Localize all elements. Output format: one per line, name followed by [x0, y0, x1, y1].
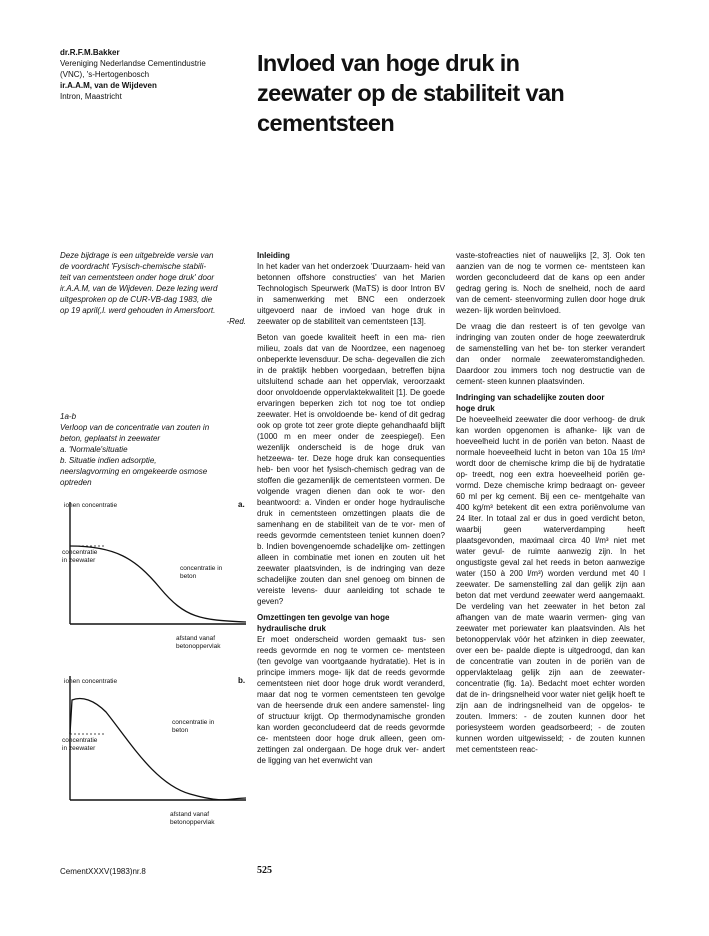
text-line: dringsnelheid voor water niet gelijk hoeft te — [492, 690, 645, 699]
text-line: de kans op een ander gedrag gering is. Noch — [456, 273, 645, 293]
text-line: voorgedaan, betreffen bijna uitsluitend — [257, 366, 445, 386]
text-line: ging van zeewater met poriewater kan — [456, 613, 645, 633]
text-line: rien milieu, zoals dat van de Noordzee, een — [257, 333, 445, 353]
title-line: Invloed van hoge druk in — [257, 50, 520, 76]
text-line: schade aan het oppervlak, veroorzaakt door — [257, 377, 445, 397]
text-line: zeewaterdruk de samenstelling van het be- — [456, 333, 645, 353]
text-line: andert de ligging van het evenwicht van — [257, 745, 445, 765]
text-line: de stoffen die gezamenlijk de cementsteen — [257, 465, 445, 485]
text-line: lijk worden beïnvloed. — [484, 306, 561, 315]
author-affiliation: (VNC), 's-Hertogenbosch — [60, 70, 150, 79]
text-line: van het Marien Technologisch Speurwerk — [257, 273, 445, 293]
text-line: mentsteen door hoge druk alleen, geen om- — [273, 734, 445, 743]
editor-mark: -Red. — [226, 317, 246, 326]
text-line: door hoge druk wordt veranderd, maar dat — [257, 679, 445, 699]
text-line: maximaal circa 40 l/m³ niet met water gevul- — [456, 536, 645, 556]
text-line: vormd. Deze chemische krimp bedraagt on- — [456, 481, 618, 490]
text-line: lijk dat de reeds gevormde cementsteen niet — [257, 668, 445, 688]
text-line: nagenoeg onbeperkte levensduur. De scha- — [257, 344, 445, 364]
text-line: van beton. Naast de normale hoeveelheid — [456, 437, 645, 457]
text-line: ling of structuur krijgt. — [257, 701, 445, 721]
text-line: vaste-stofreacties niet of nauwelijks [2, 3]. — [456, 251, 612, 260]
text-line: a. Vinden er onder hoge hydraulische druk — [257, 498, 445, 518]
text-line: de snelheid, noch de aard van de cement- — [456, 284, 645, 304]
text-line: concentratie (fig. 1a). — [456, 679, 535, 688]
body-column-2 — [456, 250, 645, 760]
text-line: goede ervaringen beperken zich tot nog toe — [257, 388, 445, 408]
text-line: heid van betonnen offshore constructies' — [257, 262, 445, 282]
caption-line: neerslagvorming en omgekeerde osmose — [60, 467, 208, 476]
text-line: De volgende vragen dienen dan ook te wor- — [257, 476, 445, 496]
figure-caption — [60, 411, 246, 488]
text-line: Ook ten aanzien van de nog te vormen ce- — [456, 251, 645, 271]
text-line: concentratie van zouten in de poriën van de — [469, 657, 645, 666]
page-number: 525 — [257, 865, 272, 876]
text-line: mentgehalte van 400 kg/m³ betekent dit een — [456, 492, 645, 512]
intro-line: uitgesproken op de CUR-VB-dag 1983, die — [60, 295, 213, 304]
text-line: snel genoeg om binnen de vereiste levens- — [257, 575, 446, 595]
paragraph — [456, 321, 645, 387]
y-axis-label: ionen concentratie — [64, 678, 118, 685]
text-line: - de zouten kunnen worden uitgewisseld; — [456, 723, 646, 743]
author-name: dr.R.F.M.Bakker — [60, 48, 120, 57]
text-line: ton sterker verandert dan onder normale — [456, 344, 645, 364]
concrete-label: concentratie in — [172, 719, 215, 726]
text-line: plaatsvinden. Als het betonoppervlak vóór — [456, 624, 645, 644]
text-line: De verdeling van het zeewater in het beton — [456, 602, 630, 611]
concrete-label: beton — [180, 573, 197, 580]
text-line: zal afhangen van de mate waarin vermen- — [456, 602, 645, 622]
paragraph — [456, 414, 645, 755]
concrete-label: concentratie in — [180, 565, 223, 572]
caption-line: b. Situatie indien adsorptie, — [60, 456, 157, 465]
article-title — [257, 48, 677, 138]
paragraph — [456, 250, 645, 316]
text-line: (150 à 200 l/m³) worden verdund met 40 l — [480, 569, 645, 578]
caption-line: optreden — [60, 478, 92, 487]
text-line: worden geadsorbeerd; — [509, 723, 593, 732]
sea-label: in zeewater — [62, 745, 96, 752]
section-heading: hydraulische druk — [257, 624, 326, 633]
section-heading: Inleiding — [257, 251, 290, 260]
intro-line: teit van cementsteen onder hoge druk' door — [60, 273, 215, 282]
section-heading: hoge druk — [456, 404, 495, 413]
text-line: te zouten. Immers: — [456, 701, 645, 721]
text-line: lucht in beton van 10a 15 l/m³ wordt door de — [456, 448, 645, 468]
caption-line: a. 'Normale'situatie — [60, 445, 128, 454]
text-line: steen kunnen plaatsvinden. — [487, 377, 585, 386]
text-line: tot ondiep zeewater. Het is onvoldoende be- — [257, 399, 445, 419]
text-line: In het kader van het onderzoek 'Duurzaam- — [257, 262, 413, 271]
concentration-curve — [70, 546, 246, 622]
text-line: zettingen alleen in combinatie met ionen en — [257, 542, 445, 562]
text-line: Er moet onderscheid worden gemaakt tus- — [257, 635, 427, 644]
text-line: paalde diepte is uitgedroogd, dan kan de — [456, 646, 646, 666]
figure-1b — [60, 672, 250, 832]
x-axis-label: afstand vanaf — [170, 811, 210, 818]
paragraph — [257, 261, 445, 327]
text-line: zettingen zal ondergaan. De hoge druk ver- — [257, 745, 419, 754]
paragraph — [257, 634, 445, 766]
text-line: ben voor het fysisch-chemisch gedrag van — [276, 465, 433, 474]
text-line: men of reeds gevormde cementsteen teniet — [257, 520, 445, 540]
intro-line: ir.A.A.M, van de Wijdeven. Deze lezing werd — [60, 284, 218, 293]
text-line: zeewateromstandigheden. Daardoor zou — [456, 355, 645, 375]
x-axis-label: afstand vanaf — [176, 635, 216, 642]
text-line: nog te vormen cementsteen ten gevolge van — [257, 690, 445, 710]
text-line: werd aangemaakt. — [578, 591, 645, 600]
text-line: zijn aan beton dat met verdund zeewater — [456, 580, 645, 600]
x-axis-label: betonoppervlak — [170, 819, 215, 826]
panel-label: a. — [238, 500, 245, 509]
section-heading: Omzettingen ten gevolge van hoge — [257, 613, 390, 622]
text-line: Op thermodynamische gronden kan worden — [257, 712, 445, 732]
caption-line: Verloop van de concentratie van zouten in — [60, 423, 210, 432]
text-line: De vraag die dan resteert is of ten gevolge — [456, 322, 628, 331]
x-axis-label: betonoppervlak — [176, 643, 221, 650]
paragraph — [257, 332, 445, 607]
text-line: chemische krimp die bij de hydratatie op- — [456, 459, 645, 479]
intro-line: de voordracht 'Fysisch-chemische stabili- — [60, 262, 207, 271]
concrete-label: beton — [172, 727, 189, 734]
text-line: lijk van de hoeveelheid lucht in de poriën — [456, 426, 645, 446]
body-column-1 — [257, 250, 445, 771]
sea-label: in zeewater — [62, 557, 96, 564]
text-line: immers toch nog destructie van de cement- — [456, 366, 645, 386]
author-block — [60, 47, 240, 102]
text-line: onderscheid is de hoge druk van hetzeewa- — [257, 443, 445, 463]
text-line: mentsteen (ten gevolge van voortgaande — [257, 646, 445, 666]
text-line: Beton van goede kwaliteit heeft in een ma- — [257, 333, 427, 342]
text-line: vormen. — [402, 476, 432, 485]
text-line: indringing van deze schadelijke zouten dan — [257, 564, 445, 584]
text-line: geveer 60 ml per kg cement. Bij een ce- — [456, 481, 645, 501]
intro-line: Deze bijdrage is een uitgebreide versie van — [60, 251, 214, 260]
intro-note — [60, 250, 246, 327]
figure-1a — [60, 498, 250, 656]
text-line: de ruimte aanwezig zijn. In het ongustigste — [456, 547, 645, 567]
text-line: sen reeds gevormde en nog te vormen ce- — [257, 635, 445, 655]
text-line: degevallen die zich in de praktijk hebben — [257, 355, 445, 375]
panel-label: b. — [238, 676, 246, 685]
concentration-curve — [70, 699, 246, 800]
text-line: oppervlaktelaag gelijk zijn aan de zeewater- — [456, 668, 645, 677]
text-line: hydratatie). Het is in principe immers moge- — [257, 657, 446, 677]
text-line: in cementsteen omzettingen plaats die de — [278, 509, 445, 518]
journal-footer: CementXXXV(1983)nr.8 — [60, 867, 146, 876]
sea-label: concentratie — [62, 737, 98, 744]
text-line: duur aanleiding tot schade te geven? — [257, 586, 445, 606]
text-line: onvoldoende oppervlaktekwaliteit [1]. De — [275, 388, 421, 397]
text-line: Bedacht moet echter worden dat de in- — [456, 679, 645, 699]
text-line: met BNC een onderzoek uitgevoerd naar de — [257, 295, 445, 315]
author-affiliation: Vereniging Nederlandse Cementindustrie — [60, 59, 206, 68]
text-line: De hoeveelheid zeewater die door verhoog- — [456, 415, 615, 424]
author-name: ir.A.A.M, van de Wijdeven — [60, 81, 157, 90]
text-line: grote diepte gehandhaafd blijft (1000 m en — [257, 421, 445, 441]
text-line: zeewater. De samenstelling zal dan gelijk — [456, 580, 612, 589]
text-line: - de zouten kunnen door het poriesysteem — [456, 712, 645, 732]
text-line: de heersende druk een andere samenstel- — [273, 701, 430, 710]
text-line: treedt, nog een extra hoeveelheid poriën ge- — [472, 470, 645, 479]
title-line: zeewater op de stabiliteit van — [257, 80, 565, 106]
text-line: het afzinken in diep zeewater, over een be- — [456, 635, 645, 655]
caption-line: beton, geplaatst in zeewater — [60, 434, 161, 443]
text-line: zijn aan de indringsnelheid van de opgelos- — [456, 701, 633, 710]
text-line: samenhang en de stabiliteit van de te vor- — [257, 520, 416, 529]
sea-label: concentratie — [62, 549, 98, 556]
intro-line: op 19 april(,l. werd gehouden in Amersfoort. — [60, 306, 216, 315]
title-line: cementsteen — [257, 110, 395, 136]
text-line: kend of dit gedrag ook op grote tot zeer — [257, 410, 445, 430]
text-line: steenvorming zullen door hoge druk wezen- — [456, 295, 646, 315]
y-axis-label: ionen concentratie — [64, 502, 118, 509]
author-affiliation: Intron, Maastricht — [60, 92, 122, 101]
text-line: er dus in goed verdicht beton, waarbij geen — [456, 514, 645, 534]
text-line: meer onder de zeespiegel). Een wezenlijk — [257, 432, 445, 452]
text-line: extra poriënvolume van 24 liter. In totaal zal — [456, 503, 646, 523]
text-line: - de zouten kunnen met cementsteen reac- — [456, 734, 645, 754]
text-line: stabiliteit van cementsteen [13]. — [313, 317, 426, 326]
text-line: zouten uit het zeewater plaatsvinden, is de — [257, 553, 445, 573]
text-line: mentsteen kan worden geconcludeerd dat — [456, 262, 645, 282]
text-line: den beantwoord: — [257, 487, 445, 507]
caption-line: 1a-b — [60, 412, 77, 421]
text-line: van indringing van zouten onder de hoge — [456, 322, 645, 342]
text-line: invloed van hoge druk in zeewater op de — [257, 306, 445, 326]
section-heading: Indringing van schadelijke zouten door — [456, 393, 605, 402]
text-line: geconcludeerd dat de reeds gevormde ce- — [257, 723, 446, 743]
text-line: (MaTS) is door Intron BV in samenwerking — [257, 284, 445, 304]
text-line: b. Indien bovengenoemde schadelijke om- — [257, 542, 410, 551]
text-line: de druk kan worden opgenomen is afhanke- — [456, 415, 645, 435]
text-line: kunnen doen? — [392, 531, 445, 540]
text-line: geval zal het reeds in beton aanwezige water — [456, 558, 645, 578]
text-line: ter. Deze hoge druk kan consequenties heb- — [257, 454, 445, 474]
text-line: waterverdamping heeft plaatsgevonden, — [456, 525, 645, 545]
